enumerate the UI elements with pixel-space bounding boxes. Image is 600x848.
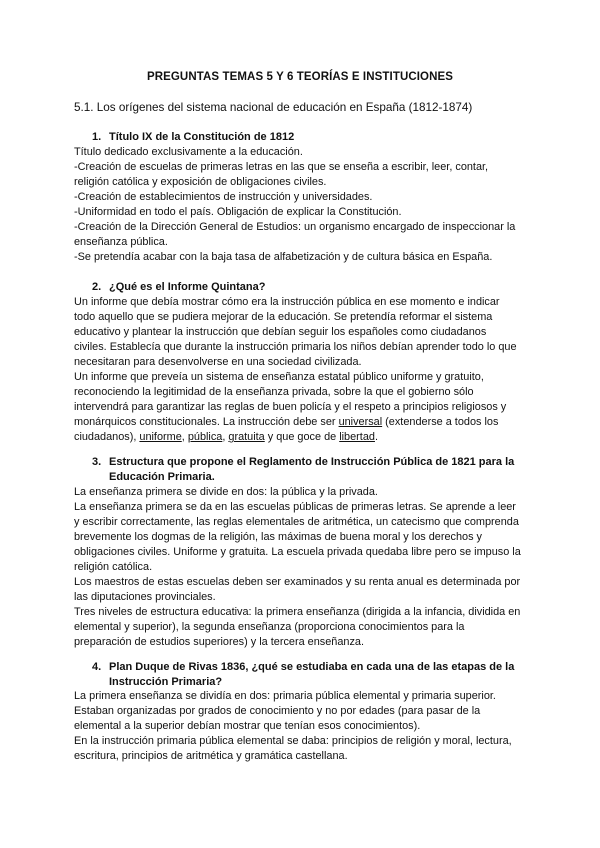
answer-text: y que goce de [264,431,340,444]
separator-text: , [181,431,188,444]
answer-line: La enseñanza primera se divide en dos: la pública y la privada. [74,486,378,498]
answer-line: -Creación de la Dirección General de Estudios: un organismo encargado de inspeccionar la [74,221,516,234]
answer-line: las diputaciones provinciales. [74,591,216,604]
answer-line: civiles. Establecía que durante la instrucción primaria los niños debían aprender todo lo que [74,341,517,354]
question-2-answer [74,295,544,445]
answer-line: brevemente los dogmas de la religión, las máximas de buena moral y los derechos y [74,531,483,544]
answer-line: necesitaran para desenvolverse en una sociedad civilizada. [74,356,362,369]
answer-text: ciudadanos), [74,431,140,444]
answer-text: . [374,431,378,444]
answer-text: (extenderse a todos los [382,416,499,429]
question-4-title: Plan Duque de Rivas 1836, ¿qué se estudiaba en cada una de las etapas de la [109,661,515,673]
question-4-title-continued: Instrucción Primaria? [109,676,223,688]
document-title: PREGUNTAS TEMAS 5 Y 6 TEORÍAS E INSTITUCIONES [146,71,454,83]
question-4-answer [74,689,544,764]
answer-line: intervendrá para garantizar las reglas de buen policía y el respeto a principios religiosos y [74,401,507,414]
question-1-heading [92,130,294,145]
question-1-number: 1. [92,131,102,143]
question-3-number: 3. [92,456,102,468]
answer-line: elemental a la superior debían mostrar que tenían esos conocimientos). [74,720,421,733]
underlined-term-universal: universal [338,416,383,429]
answer-line: y escribir correctamente, las reglas elementales de aritmética, un catecismo que comprenda [74,516,519,529]
answer-line: La enseñanza primera se da en las escuelas públicas de primeras letras. Se aprende a leer [74,501,516,514]
separator-text: , [222,431,229,444]
answer-line: Los maestros de estas escuelas deben ser examinados y su renta anual es determinada por [74,576,521,589]
answer-line [74,430,544,445]
answer-line: religión católica. [74,561,153,574]
question-3-answer [74,485,544,651]
underlined-term-libertad: libertad [339,431,375,444]
answer-line: -Creación de establecimientos de instrucción y universidades. [74,191,373,204]
question-2-heading [92,280,265,295]
answer-line: -Creación de escuelas de primeras letras en las que se enseña a escribir, leer, contar, [74,161,489,174]
answer-line: -Uniformidad en todo el país. Obligación de explicar la Constitución. [74,206,402,219]
question-1-answer [74,145,544,265]
answer-line: escritura, principios de aritmética y gramática castellana. [74,750,348,763]
answer-line: preparación de estudios superiores) y la tercera enseñanza. [74,636,364,649]
question-3-title-continued: Educación Primaria. [109,471,215,483]
answer-line: La primera enseñanza se dividía en dos: primaria pública elemental y primaria superior. [74,690,496,702]
answer-line: Tres niveles de estructura educativa: la primera enseñanza (dirigida a la infancia, dividida en [74,606,521,619]
underlined-term-gratuita: gratuita [228,431,265,444]
section-heading: 5.1. Los orígenes del sistema nacional de educación en España (1812-1874) [74,101,473,114]
answer-line: todo aquello que se pudiera mejorar de la educación. Se pretendía reformar el sistema [74,311,493,324]
answer-line: Un informe que debía mostrar cómo era la instrucción pública en ese momento e indicar [74,296,500,308]
question-4-heading [92,660,514,690]
answer-text: monárquicos constitucionales. La instrucción debe ser [74,416,336,429]
answer-line: enseñanza pública. [74,236,168,249]
underlined-term-publica: pública [187,431,223,444]
answer-line: Estaban organizadas por grados de conocimiento y no por edades (para pasar de la [74,705,481,718]
answer-line: religión católica y exposición de obligaciones civiles. [74,176,327,189]
answer-line: educativo y plantear la instrucción que debían seguir los españoles como ciudadanos [74,326,487,339]
question-2-title: ¿Qué es el Informe Quintana? [109,281,266,293]
answer-line: elemental y superior), la segunda enseñanza (proporciona conocimientos para la [74,621,465,634]
question-4-number: 4. [92,661,102,673]
answer-line: reconociendo la legitimidad de la enseñanza privada, sobre la que el gobierno sólo [74,386,474,399]
question-1-title: Título IX de la Constitución de 1812 [109,131,295,143]
question-3-title: Estructura que propone el Reglamento de Instrucción Pública de 1821 para la [109,456,515,468]
answer-line: Un informe que preveía un sistema de enseñanza estatal público uniforme y gratuito, [74,371,484,384]
underlined-term-uniforme: uniforme [139,431,182,444]
answer-line: Título dedicado exclusivamente a la educación. [74,146,303,158]
answer-line [74,415,544,430]
answer-line: En la instrucción primaria pública elemental se daba: principios de religión y moral, lectura, [74,735,512,748]
question-3-heading [92,455,514,485]
answer-line: -Se pretendía acabar con la baja tasa de alfabetización y de cultura básica en España. [74,251,493,264]
question-2-number: 2. [92,281,102,293]
answer-line: obligaciones civiles. Uniforme y gratuita. La escuela privada quedaba libre pero se impuso la [74,546,521,559]
